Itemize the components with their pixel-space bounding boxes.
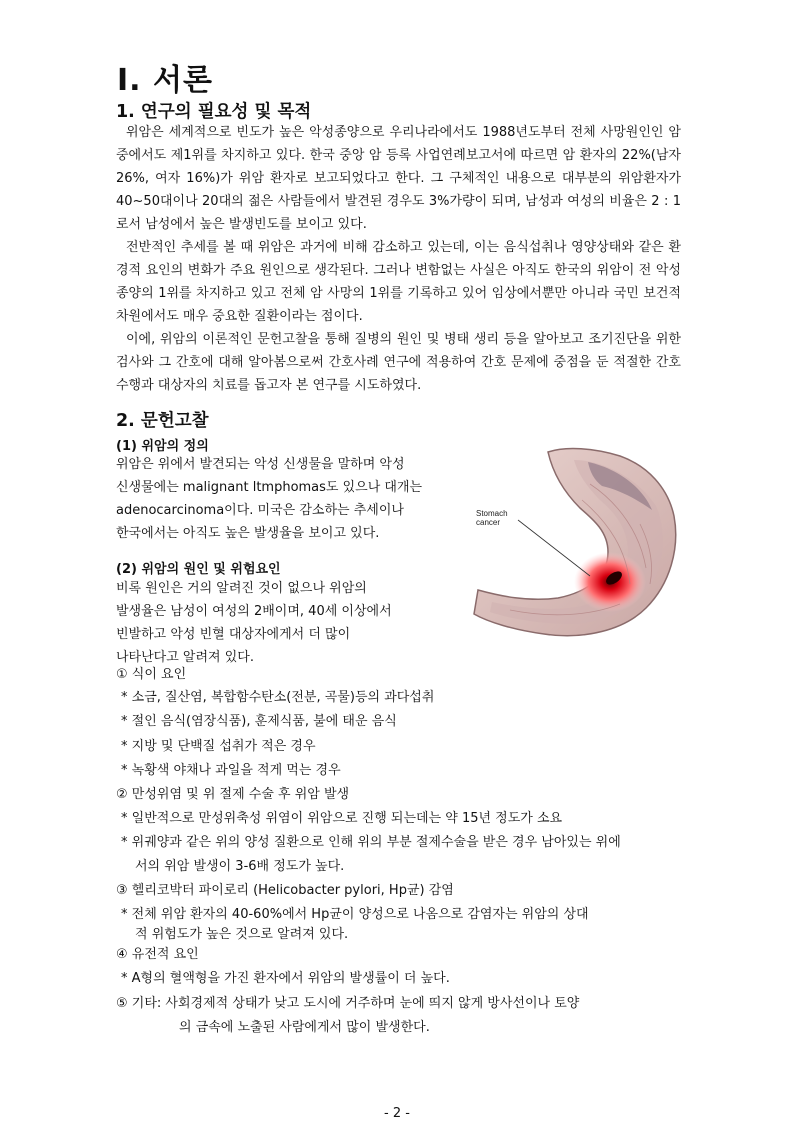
list-item: * 전체 위암 환자의 40-60%에서 Hp균이 양성으로 나옴으로 감염자는 위암의 상대: [121, 907, 589, 922]
text-line: 발생율은 남성이 여성의 2배이며, 40세 이상에서: [116, 604, 392, 619]
text-line: 한국에서는 아직도 높은 발생율을 보이고 있다.: [116, 526, 380, 541]
causes-text: [116, 577, 392, 669]
list-item: * 일반적으로 만성위축성 위염이 위암으로 진행 되는데는 약 15년 정도가 소요: [121, 811, 563, 826]
list-item: * 지방 및 단백질 섭취가 적은 경우: [121, 739, 316, 754]
risk-factor-heading: ⑤ 기타: 사회경제적 상태가 낮고 도시에 거주하며 눈에 띄지 않게 방사선이나 토양: [116, 996, 580, 1011]
list-item: * A형의 혈액형을 가진 환자에서 위암의 발생률이 더 높다.: [121, 971, 450, 986]
text-line: adenocarcinoma이다. 미국은 감소하는 추세이나: [116, 503, 404, 518]
subsection-heading-definition: (1) 위암의 정의: [116, 439, 209, 454]
risk-factor-heading: ① 식이 요인: [116, 667, 187, 682]
list-item: * 녹황색 야채나 과일을 적게 먹는 경우: [121, 763, 341, 778]
page-title: Ⅰ. 서론: [117, 63, 213, 98]
risk-factor-heading: ④ 유전적 요인: [116, 947, 199, 962]
list-item-continuation: 의 금속에 노출된 사람에게서 많이 발생한다.: [179, 1020, 430, 1035]
section-1-body: [116, 121, 681, 397]
page-number: - 2 -: [384, 1106, 410, 1121]
text-line: 비록 원인은 거의 알려진 것이 없으나 위암의: [116, 581, 367, 596]
paragraph: 전반적인 추세를 볼 때 위암은 과거에 비해 감소하고 있는데, 이는 음식섭취나 영양상태와 같은 환경적 요인의 변화가 주요 원인으로 생각된다. 그러나 변함없는 사실은 아직도 한국의 위암이 전 악성종양의 1위를 차지하고 있고 전체 암 사망의 1위를 기록하고 있어 임상에서뿐만 아니라 국민 보건적 차원에서도 매우 중요한 질환이라는 점이다.: [116, 240, 681, 324]
list-item: * 위궤양과 같은 위의 양성 질환으로 인해 위의 부분 절제수술을 받은 경우 남아있는 위에: [121, 835, 621, 850]
paragraph: 이에, 위암의 이론적인 문헌고찰을 통해 질병의 원인 및 병태 생리 등을 알아보고 조기진단을 위한 검사와 그 간호에 대해 알아봄으로써 간호사례 연구에 적용하여 간호 문제에 중점을 둔 적절한 간호 수행과 대상자의 치료를 돕고자 본 연구를 시도하였다.: [116, 332, 681, 393]
text-line: 위암은 위에서 발견되는 악성 신생물을 말하며 악성: [116, 457, 405, 472]
list-item: * 절인 음식(염장식품), 훈제식품, 불에 태운 음식: [121, 714, 397, 729]
label-pointer-line: [518, 520, 590, 576]
paragraph: 위암은 세계적으로 빈도가 높은 악성종양으로 우리나라에서도 1988년도부터 전체 사망원인인 암 중에서도 제1위를 차지하고 있다. 한국 중앙 암 등록 사업연례보고서에 따르면 암 환자의 22%(남자 26%, 여자 16%)가 위암 환자로 보고되었다고 한다. 그 구체적인 내용으로 대부분의 위암환자가 40~50대이나 20대의 젊은 사람들에서 발견된 경우도 3%가량이 되며, 남성과 여성의 비율은 2 : 1로서 남성에서 높은 발생빈도를 보이고 있다.: [116, 125, 681, 232]
definition-text: [116, 453, 422, 545]
text-line: 나타난다고 알려져 있다.: [116, 650, 254, 665]
list-item-continuation: 적 위험도가 높은 것으로 알려져 있다.: [135, 927, 349, 942]
risk-factor-heading: ② 만성위염 및 위 절제 수술 후 위암 발생: [116, 787, 350, 802]
list-item-continuation: 서의 위암 발생이 3-6배 정도가 높다.: [135, 859, 345, 874]
text-line: 신생물에는 malignant ltmphomas도 있으나 대개는: [116, 480, 423, 495]
list-item: * 소금, 질산염, 복합함수탄소(전분, 곡물)등의 과다섭취: [121, 690, 435, 705]
text-line: 빈발하고 악성 빈혈 대상자에게서 더 많이: [116, 627, 351, 642]
section-heading-1: 1. 연구의 필요성 및 목적: [116, 102, 312, 122]
stomach-cancer-illustration: [470, 444, 680, 640]
figure-label: Stomach cancer: [476, 509, 508, 527]
risk-factor-heading: ③ 헬리코박터 파이로리 (Helicobacter pylori, Hp균) 감염: [116, 883, 454, 898]
section-heading-2: 2. 문헌고찰: [116, 411, 209, 431]
subsection-heading-causes: (2) 위암의 원인 및 위험요인: [116, 562, 281, 577]
